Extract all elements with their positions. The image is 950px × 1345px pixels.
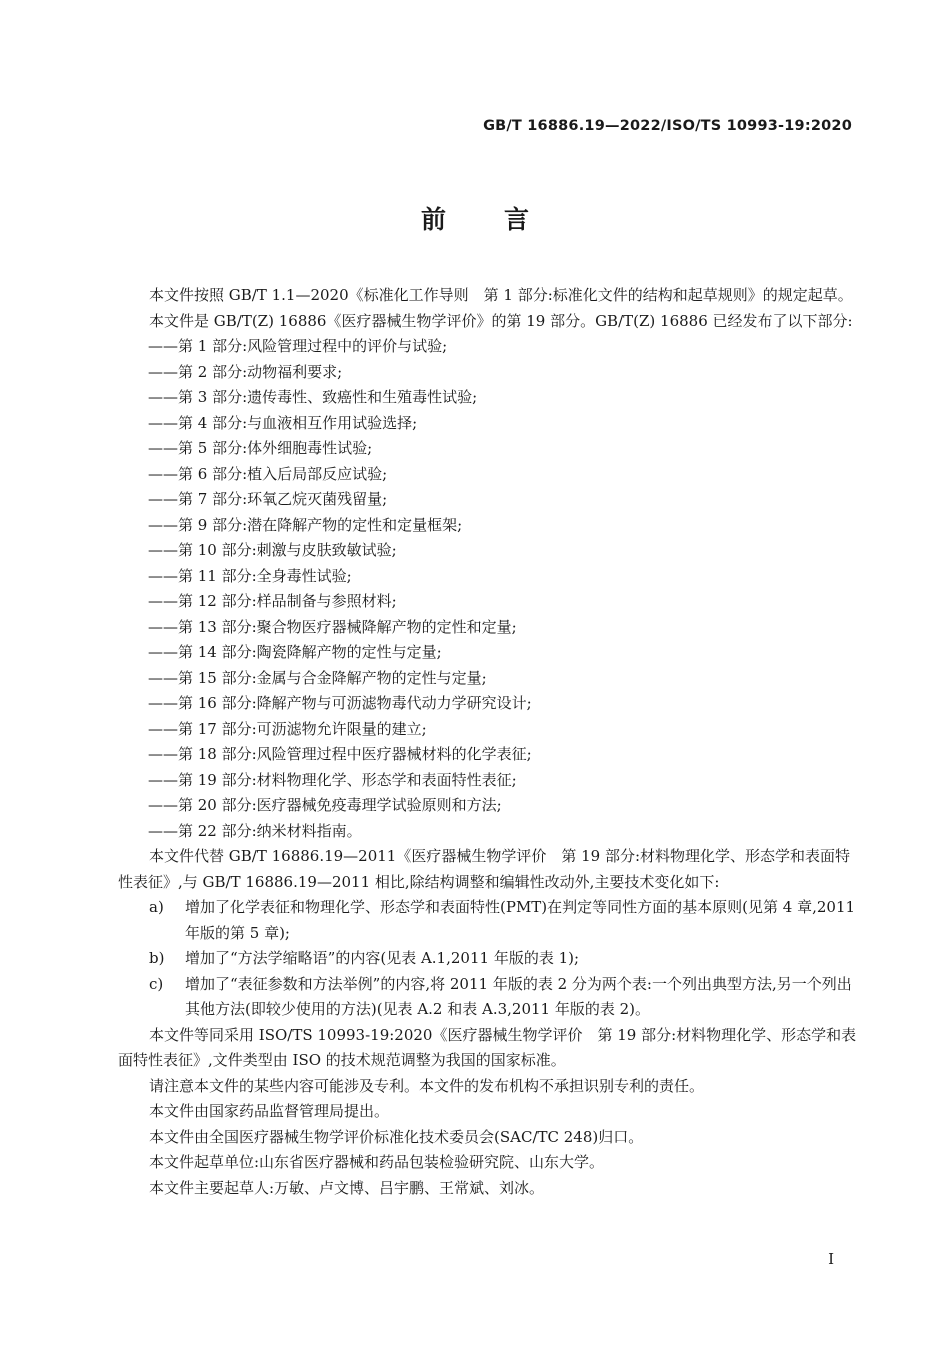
- replace-paragraph: 本文件代替 GB/T 16886.19—2011《医疗器械生物学评价 第 19 部分:材料物理化学、形态学和表面特性表征》,与 GB/T 16886.19—2011 相比,除结构调整和编辑性改动外,主要技术变化如下:: [118, 847, 851, 891]
- list-item: ——第 2 部分:动物福利要求;: [148, 362, 343, 381]
- list-item: ——第 15 部分:金属与合金降解产物的定性与定量;: [148, 668, 487, 687]
- changes-list: [118, 895, 858, 1023]
- list-item: ——第 6 部分:植入后局部反应试验;: [148, 464, 388, 483]
- list-marker: c): [149, 974, 164, 993]
- list-item: ——第 14 部分:陶瓷降解产物的定性与定量;: [148, 643, 442, 661]
- list-item: ——第 12 部分:样品制备与参照材料;: [148, 592, 397, 610]
- list-item: ——第 11 部分:全身毒性试验;: [148, 566, 352, 585]
- list-item: ——第 1 部分:风险管理过程中的评价与试验;: [148, 337, 448, 355]
- list-item: ——第 5 部分:体外细胞毒性试验;: [148, 439, 373, 457]
- change-text: 增加了化学表征和物理化学、形态学和表面特性(PMT)在判定等同性方面的基本原则(见第 4 章,2011 年版的第 5 章);: [185, 898, 856, 942]
- list-item: ——第 16 部分:降解产物与可沥滤物毒代动力学研究设计;: [148, 694, 532, 712]
- list-item: ——第 19 部分:材料物理化学、形态学和表面特性表征;: [148, 770, 517, 789]
- list-item: ——第 10 部分:刺激与皮肤致敏试验;: [148, 541, 397, 559]
- list-item: ——第 17 部分:可沥滤物允许限量的建立;: [148, 719, 427, 738]
- list-item: ——第 4 部分:与血液相互作用试验选择;: [148, 413, 418, 432]
- list-marker: a): [149, 898, 164, 916]
- closing-paragraph-proposer: 本文件由国家药品监督管理局提出。: [149, 1102, 390, 1120]
- list-item: [118, 972, 858, 1023]
- intro-paragraph-2: 本文件是 GB/T(Z) 16886《医疗器械生物学评价》的第 19 部分。GB/T(Z) 16886 已经发布了以下部分:: [149, 311, 853, 330]
- list-item: ——第 13 部分:聚合物医疗器械降解产物的定性和定量;: [148, 617, 517, 636]
- list-item: ——第 22 部分:纳米材料指南。: [148, 821, 362, 840]
- closing-paragraph-drafting-units: 本文件起草单位:山东省医疗器械和药品包装检验研究院、山东大学。: [149, 1153, 605, 1171]
- list-item: ——第 3 部分:遗传毒性、致癌性和生殖毒性试验;: [148, 388, 478, 406]
- list-item: ——第 7 部分:环氧乙烷灭菌残留量;: [148, 490, 388, 508]
- closing-paragraph-committee: 本文件由全国医疗器械生物学评价标准化技术委员会(SAC/TC 248)归口。: [149, 1127, 644, 1146]
- list-item: ——第 20 部分:医疗器械免疫毒理学试验原则和方法;: [148, 796, 502, 814]
- change-text: 增加了“方法学缩略语”的内容(见表 A.1,2011 年版的表 1);: [185, 949, 580, 967]
- list-item: ——第 18 部分:风险管理过程中医疗器械材料的化学表征;: [148, 745, 532, 763]
- standard-number-header: GB/T 16886.19—2022/ISO/TS 10993-19:2020: [483, 118, 852, 134]
- parts-list: [118, 334, 858, 844]
- closing-paragraph-adoption: 本文件等同采用 ISO/TS 10993-19:2020《医疗器械生物学评价 第 19 部分:材料物理化学、形态学和表面特性表征》,文件类型由 ISO 的技术规范调整为我国的国家标准。: [118, 1025, 857, 1069]
- closing-paragraph-patent: 请注意本文件的某些内容可能涉及专利。本文件的发布机构不承担识别专利的责任。: [149, 1076, 705, 1095]
- intro-paragraph-1: 本文件按照 GB/T 1.1—2020《标准化工作导则 第 1 部分:标准化文件的结构和起草规则》的规定起草。: [149, 286, 853, 304]
- closing-paragraph-drafters: 本文件主要起草人:万敏、卢文博、吕宇鹏、王常斌、刘冰。: [149, 1178, 545, 1197]
- list-item: ——第 9 部分:潜在降解产物的定性和定量框架;: [148, 515, 463, 534]
- page-number: I: [828, 1250, 834, 1268]
- list-marker: b): [149, 949, 165, 967]
- preface-body: [118, 283, 858, 1201]
- page-title: 前言: [420, 205, 587, 234]
- list-item: [118, 895, 858, 946]
- change-text: 增加了“表征参数和方法举例”的内容,将 2011 年版的表 2 分为两个表:一个列出典型方法,另一个列出其他方法(即较少使用的方法)(见表 A.2 和表 A.3,2011 年版的表 2)。: [185, 974, 852, 1018]
- list-item: [118, 946, 858, 972]
